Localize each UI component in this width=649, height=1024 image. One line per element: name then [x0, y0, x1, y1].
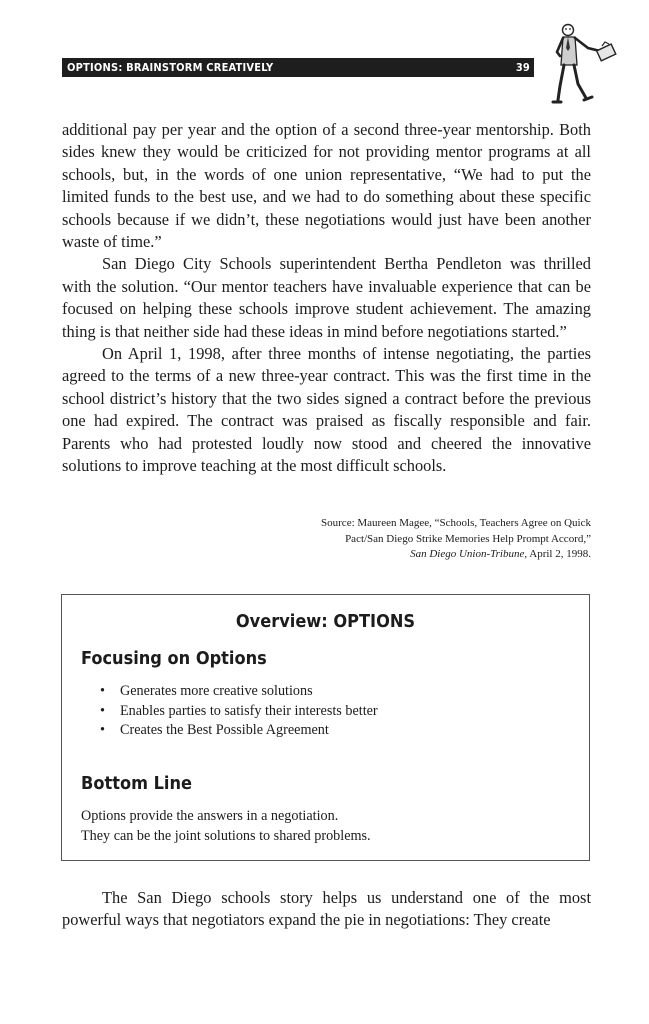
- options-bullet-list: [100, 682, 378, 741]
- source-date: , April 2, 1998.: [524, 548, 591, 560]
- source-line-3: [200, 547, 591, 563]
- body-text: [62, 119, 591, 478]
- list-item: • Creates the Best Possible Agreement: [100, 721, 378, 741]
- bullet-icon: •: [100, 702, 105, 719]
- paragraph-superintendent: San Diego City Schools superintendent Bertha Pendleton was thrilled with the solution. “Our mentor teachers have invaluable experience that can be focused on helping these schools improve student achievement. The amazing thing is that neither side had these ideas in mind before negotiations started.”: [62, 254, 591, 341]
- overview-title: Overview: OPTIONS: [235, 611, 416, 632]
- businessman-with-briefcase-icon: [548, 20, 620, 110]
- bottom-line-2: They can be the joint solutions to shared problems.: [81, 828, 371, 844]
- bottom-line-1: Options provide the answers in a negotiation.: [81, 808, 339, 824]
- overview-box: [61, 594, 590, 861]
- source-line-2: Pact/San Diego Strike Memories Help Prompt Accord,”: [345, 532, 591, 545]
- source-publication: San Diego Union-Tribune: [410, 548, 525, 560]
- closing-text: [62, 887, 591, 932]
- list-item: • Generates more creative solutions: [100, 682, 378, 702]
- focusing-heading: Focusing on Options: [81, 648, 267, 669]
- source-line-1: Source: Maureen Magee, “Schools, Teachers Agree on Quick: [321, 517, 591, 529]
- source-citation: [200, 516, 591, 563]
- bottom-line-text: [81, 806, 371, 846]
- paragraph-mentorship: additional pay per year and the option of a second three-year mentorship. Both sides knew they would be criticized for not providing mentor programs at all schools, but, in the words of one union representative, “We had to put the limited funds to the best use, and we had to do something about these specific schools because if we didn’t, these negotiations would just have been another waste of time.”: [62, 120, 591, 252]
- bullet-icon: •: [100, 683, 105, 699]
- chapter-title: OPTIONS: BRAINSTORM CREATIVELY: [67, 61, 274, 74]
- page-number: 39: [515, 61, 530, 74]
- bullet-icon: •: [100, 722, 105, 738]
- running-header: [62, 58, 534, 77]
- paragraph-closing: The San Diego schools story helps us understand one of the most powerful ways that negotiators expand the pie in negotiations: They create: [62, 888, 591, 930]
- paragraph-contract: On April 1, 1998, after three months of intense negotiating, the parties agreed to the terms of a new three-year contract. This was the first time in the school district’s history that the two sides signed a contract before the previous one had expired. The contract was praised as fiscally responsible and fair. Parents who had protested loudly now stood and cheered the innovative solutions to improve teaching at the most difficult schools.: [62, 344, 591, 476]
- list-item: • Enables parties to satisfy their interests better: [100, 702, 378, 722]
- bottom-line-heading: Bottom Line: [81, 773, 192, 794]
